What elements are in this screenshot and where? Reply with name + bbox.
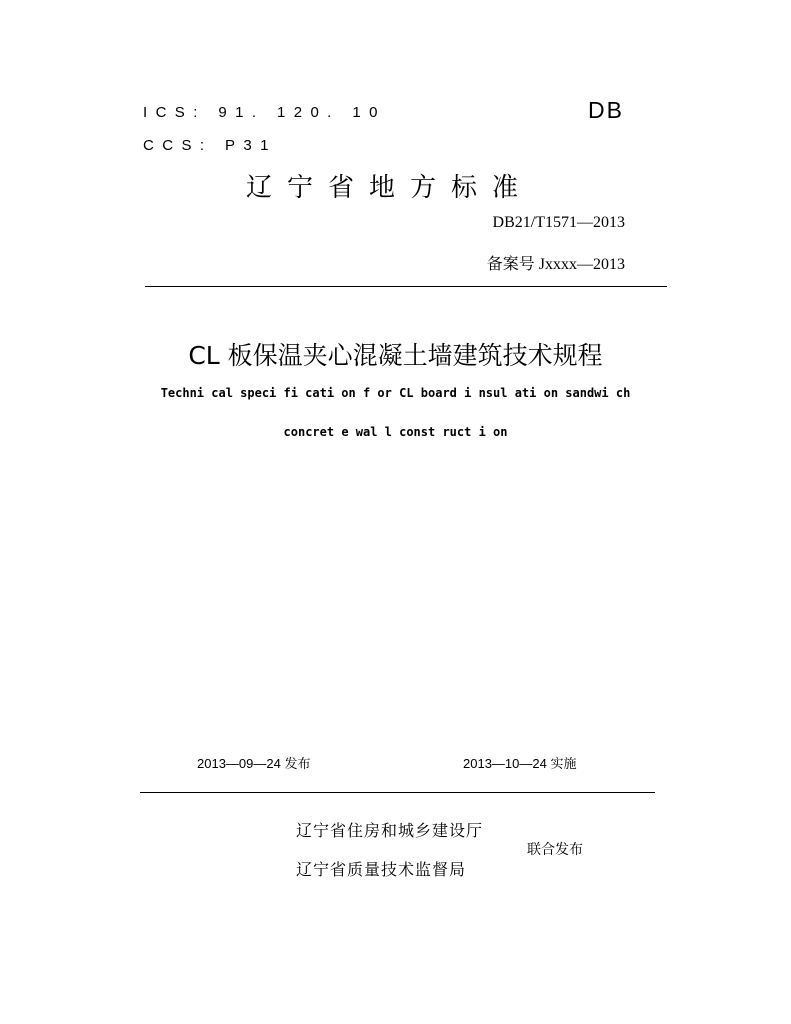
standard-type-heading: 辽宁省地方标准	[246, 173, 534, 203]
standard-number: DB21/T1571—2013	[492, 214, 625, 231]
ccs-code: CCS: P31	[143, 137, 277, 154]
document-title-english-line-1: Techni cal speci fi cati on f or CL board i nsul ati on sandwi ch	[160, 386, 631, 400]
issuer-quality-bureau: 辽宁省质量技术监督局	[296, 860, 467, 879]
document-title-chinese: CL 板保温夹心混凝土墙建筑技术规程	[188, 341, 603, 370]
issue-date: 2013—09—24 发布	[197, 756, 311, 771]
ics-code: ICS: 91. 120. 10	[143, 104, 386, 121]
db-mark: DB	[588, 97, 624, 123]
record-number: 备案号 Jxxxx—2013	[486, 256, 625, 273]
top-divider	[145, 286, 667, 287]
joint-release-label: 联合发布	[527, 842, 583, 858]
issuer-housing-department: 辽宁省住房和城乡建设厅	[296, 821, 484, 840]
document-title-english-line-2: concret e wal l const ruct i on	[283, 425, 508, 439]
bottom-divider	[140, 792, 655, 793]
implementation-date: 2013—10—24 实施	[463, 756, 577, 771]
